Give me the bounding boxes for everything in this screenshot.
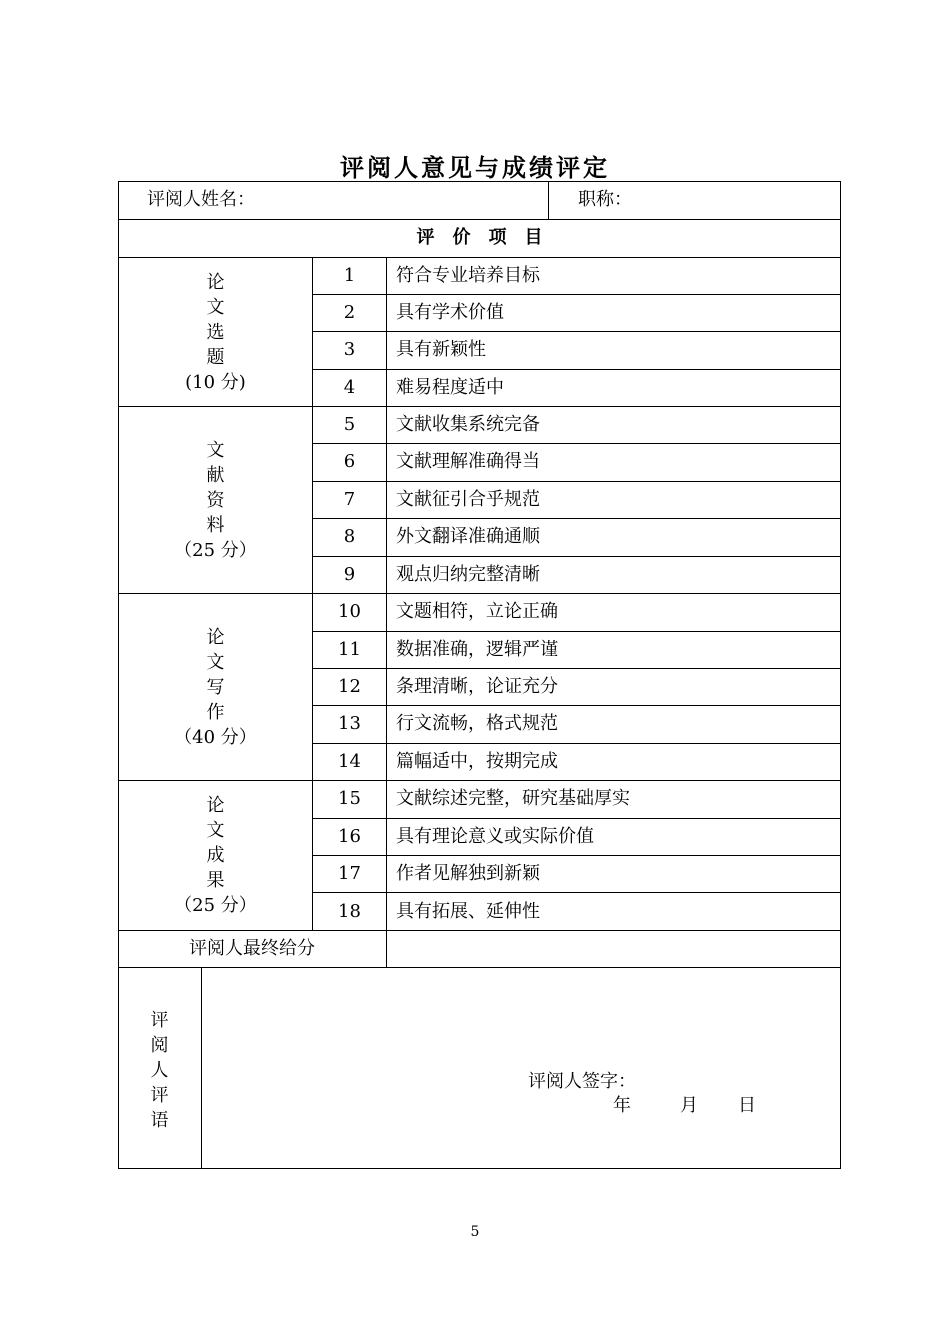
item-text: 观点归纳完整清晰 (396, 564, 540, 585)
item-number: 2 (343, 302, 356, 323)
divider (312, 331, 841, 332)
item-number: 5 (343, 414, 356, 435)
section-header: 评 价 项 目 (416, 227, 543, 248)
item-number: 13 (338, 713, 361, 734)
item-text: 作者见解独到新颖 (396, 863, 540, 884)
comments-area[interactable] (202, 968, 840, 1168)
item-number: 9 (343, 564, 356, 585)
group-label: 文 献 资 料 （25 分） (174, 440, 257, 561)
group-label: 论 文 选 题 (10 分) (185, 272, 246, 393)
divider (312, 631, 841, 632)
item-text: 条理清晰，论证充分 (396, 676, 558, 697)
group-label: 论 文 成 果 （25 分） (174, 795, 257, 916)
reviewer-name-label: 评阅人姓名： (147, 189, 255, 210)
item-text: 篇幅适中，按期完成 (396, 751, 558, 772)
item-number: 15 (338, 788, 361, 809)
divider (312, 556, 841, 557)
item-number: 11 (338, 639, 361, 660)
date-day: 日 (738, 1095, 756, 1116)
divider (312, 369, 841, 370)
item-number: 8 (343, 526, 356, 547)
divider (312, 705, 841, 706)
item-number: 3 (343, 339, 356, 360)
divider (118, 219, 841, 220)
divider (118, 780, 841, 781)
comments-label: 评 阅 人 评 语 (150, 1010, 169, 1131)
divider (312, 443, 841, 444)
divider (312, 668, 841, 669)
page-number: 5 (470, 1224, 480, 1240)
item-text: 文献理解准确得当 (396, 451, 540, 472)
item-number: 10 (338, 601, 361, 622)
item-text: 文献综述完整，研究基础厚实 (396, 788, 630, 809)
item-text: 具有学术价值 (396, 302, 504, 323)
item-text: 具有理论意义或实际价值 (396, 826, 594, 847)
item-text: 行文流畅，格式规范 (396, 713, 558, 734)
page-title: 评阅人意见与成绩评定 (340, 153, 610, 182)
date-month: 月 (680, 1095, 698, 1116)
divider (312, 743, 841, 744)
signature-label: 评阅人签字： (528, 1071, 636, 1092)
divider (386, 257, 387, 967)
item-text: 具有新颖性 (396, 339, 486, 360)
divider (312, 294, 841, 295)
item-text: 文题相符，立论正确 (396, 601, 558, 622)
item-text: 符合专业培养目标 (396, 265, 540, 286)
final-score-field[interactable] (387, 931, 840, 966)
item-number: 18 (338, 901, 361, 922)
item-number: 7 (343, 489, 356, 510)
date-year: 年 (613, 1095, 631, 1116)
item-text: 难易程度适中 (396, 377, 504, 398)
final-score-label: 评阅人最终给分 (189, 938, 315, 959)
position-label: 职称： (578, 189, 632, 210)
item-number: 14 (338, 751, 361, 772)
divider (548, 181, 549, 219)
divider (118, 593, 841, 594)
item-text: 外文翻译准确通顺 (396, 526, 540, 547)
group-label: 论 文 写 作 （40 分） (174, 627, 257, 748)
item-number: 4 (343, 377, 356, 398)
divider (118, 257, 841, 258)
item-number: 12 (338, 676, 361, 697)
divider (312, 892, 841, 893)
item-number: 1 (343, 265, 356, 286)
divider (312, 481, 841, 482)
divider (312, 518, 841, 519)
divider (312, 818, 841, 819)
item-text: 具有拓展、延伸性 (396, 901, 540, 922)
item-text: 文献征引合乎规范 (396, 489, 540, 510)
item-number: 17 (338, 863, 361, 884)
divider (312, 855, 841, 856)
item-text: 文献收集系统完备 (396, 414, 540, 435)
item-number: 16 (338, 826, 361, 847)
item-number: 6 (343, 451, 356, 472)
divider (118, 406, 841, 407)
item-text: 数据准确，逻辑严谨 (396, 639, 558, 660)
